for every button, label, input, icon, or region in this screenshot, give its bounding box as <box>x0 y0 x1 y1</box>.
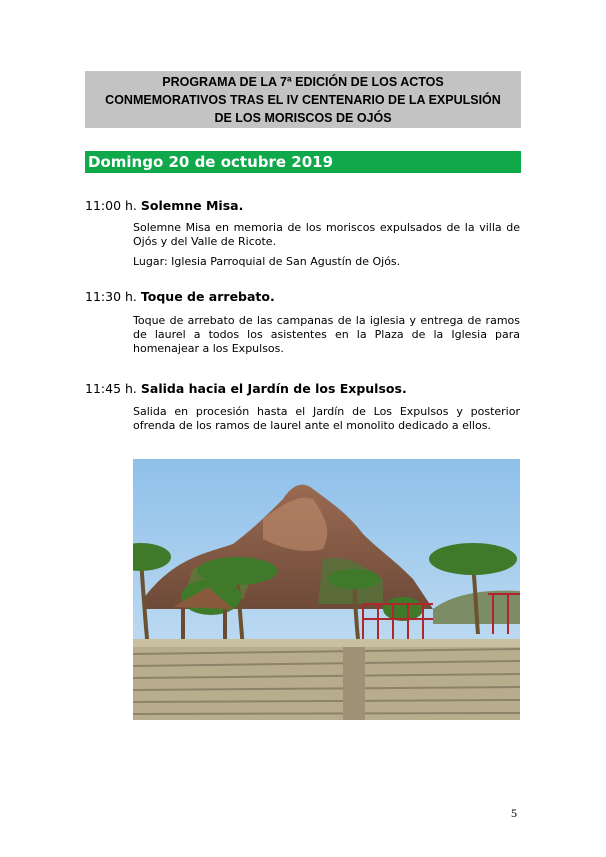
event-description-2 <box>133 314 520 356</box>
program-title-line-3: DE LOS MORISCOS DE OJÓS <box>214 111 392 125</box>
day-heading: Domingo 20 de octubre 2019 <box>85 151 521 173</box>
event-time: 11:45 h. <box>85 381 137 396</box>
event-heading-2 <box>85 289 275 304</box>
event-title: Solemne Misa. <box>140 198 244 213</box>
event-location: Lugar: Iglesia Parroquial de San Agustín de Ojós. <box>133 255 401 268</box>
event-paragraph: Toque de arrebato de las campanas de la iglesia y entrega de ramos de laurel a todos los asistentes en la Plaza de la Iglesia para homenajear a los Expulsos. <box>133 314 520 355</box>
jardin-photo <box>133 459 520 720</box>
event-time: 11:30 h. <box>85 289 137 304</box>
program-title-box <box>85 71 521 128</box>
event-title: Toque de arrebato. <box>140 289 275 304</box>
event-time: 11:00 h. <box>85 198 137 213</box>
page-number: 5 <box>511 806 517 820</box>
program-title-line-2: CONMEMORATIVOS TRAS EL IV CENTENARIO DE LA EXPULSIÓN <box>105 93 501 107</box>
jardin-photo-illustration <box>133 459 520 720</box>
event-paragraph: Salida en procesión hasta el Jardín de Los Expulsos y posterior ofrenda de los ramos de laurel ante el monolito dedicado a ellos. <box>133 405 520 432</box>
program-title-line-1: PROGRAMA DE LA 7ª EDICIÓN DE LOS ACTOS <box>162 75 444 89</box>
event-title: Salida hacia el Jardín de los Expulsos. <box>140 381 407 396</box>
event-heading-1 <box>85 198 243 213</box>
event-description-3 <box>133 405 520 433</box>
event-paragraph: Solemne Misa en memoria de los moriscos expulsados de la villa de Ojós y del Valle de Ricote. <box>133 221 520 248</box>
event-heading-3 <box>85 381 407 396</box>
event-description-1 <box>133 221 520 269</box>
